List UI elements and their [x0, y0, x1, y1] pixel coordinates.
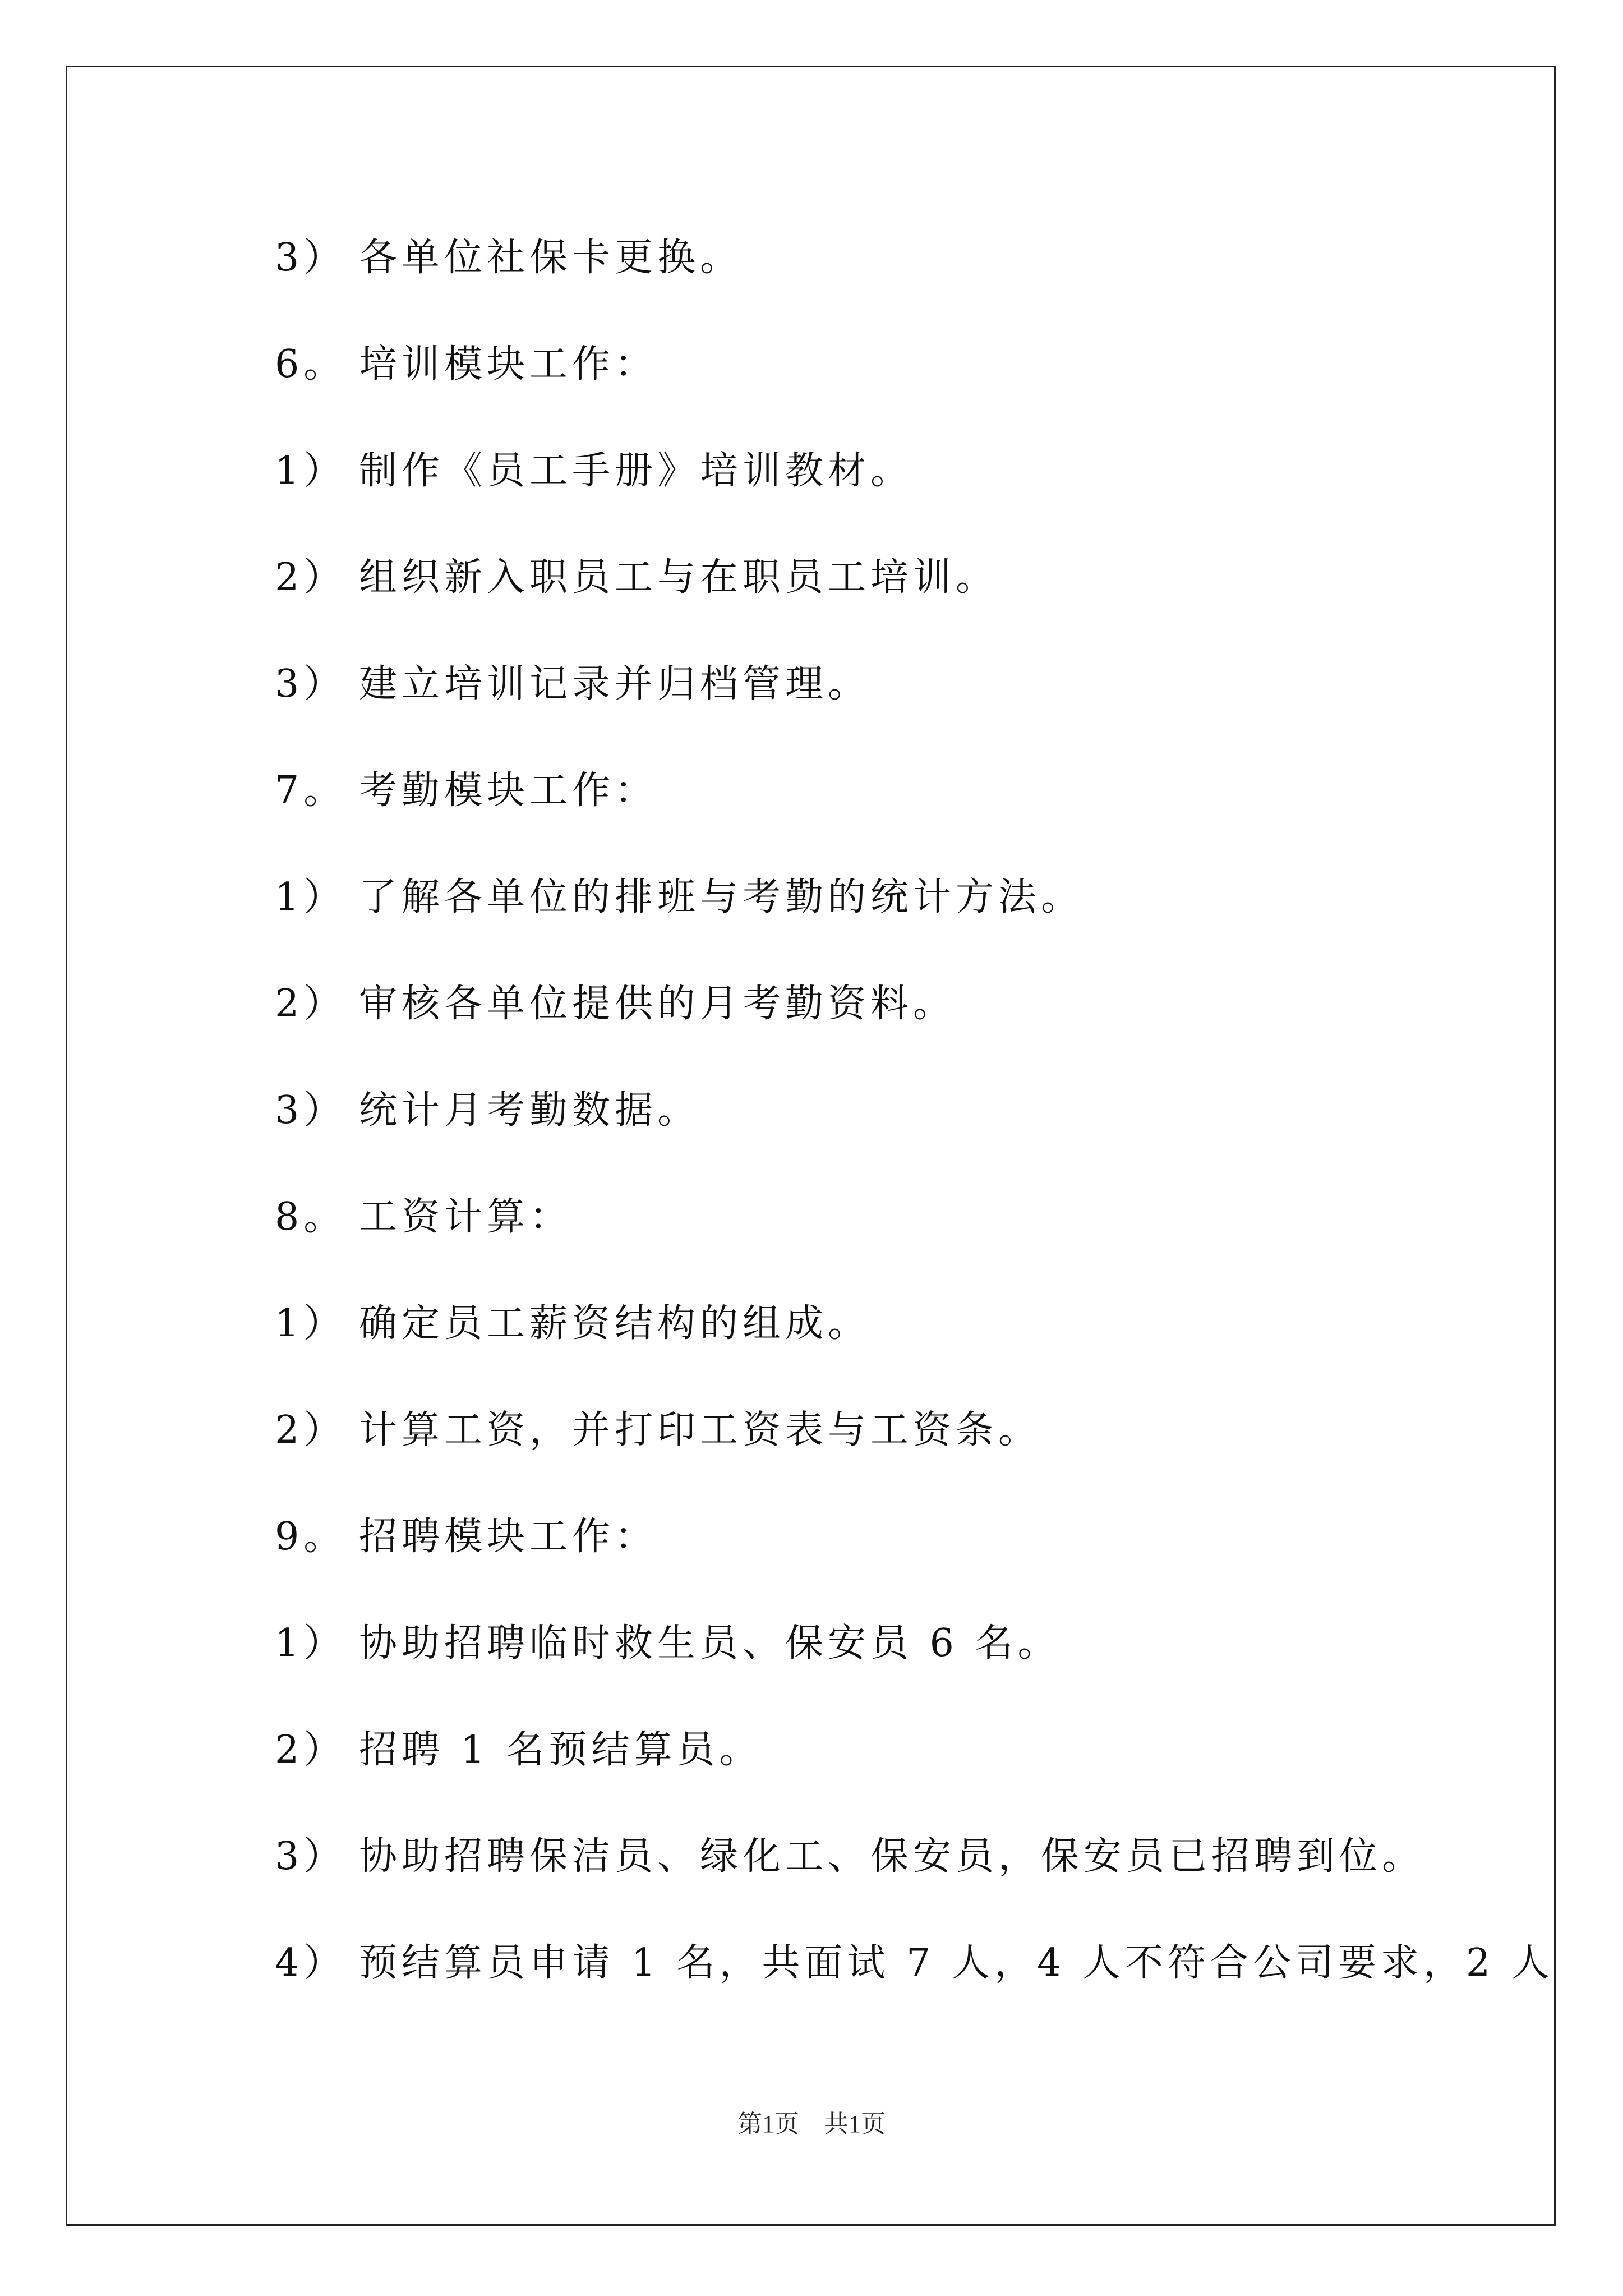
section-title: 培训模块工作： — [359, 342, 658, 386]
item-number: 3） — [275, 1834, 347, 1879]
section-number: 7。 — [275, 768, 347, 813]
item-number: 3） — [275, 1088, 347, 1133]
list-item — [275, 1289, 870, 1351]
item-text: 建立培训记录并归档管理。 — [359, 661, 871, 706]
list-item — [275, 863, 1083, 924]
list-item — [275, 543, 998, 605]
section-number: 8。 — [275, 1194, 347, 1239]
item-text: 预结算员申请 1 名，共面试 7 人，4 人不符合公司要求，2 人 — [359, 1940, 1554, 1985]
item-number: 4） — [275, 1940, 347, 1985]
item-text: 审核各单位提供的月考勤资料。 — [359, 981, 956, 1026]
section-title: 招聘模块工作： — [359, 1514, 658, 1559]
list-item — [275, 1715, 762, 1777]
item-number: 1） — [275, 1621, 347, 1665]
item-number: 2） — [275, 1727, 347, 1772]
item-text: 了解各单位的排班与考勤的统计方法。 — [359, 875, 1084, 919]
item-text: 计算工资，并打印工资表与工资条。 — [359, 1407, 1041, 1452]
item-text: 组织新入职员工与在职员工培训。 — [359, 555, 999, 600]
item-number: 1） — [275, 1301, 347, 1346]
item-number: 1） — [275, 875, 347, 919]
section-number: 9。 — [275, 1514, 347, 1559]
item-text: 确定员工薪资结构的组成。 — [359, 1301, 871, 1346]
list-item — [275, 1822, 1424, 1884]
item-number: 2） — [275, 1407, 347, 1452]
item-text: 招聘 1 名预结算员。 — [359, 1727, 762, 1772]
list-item — [275, 436, 913, 498]
section-title: 工资计算： — [359, 1194, 573, 1239]
item-number: 2） — [275, 981, 347, 1026]
list-item — [275, 223, 743, 285]
item-number: 2） — [275, 555, 347, 600]
item-number: 3） — [275, 235, 347, 280]
section-title: 考勤模块工作： — [359, 768, 658, 813]
list-item — [275, 1076, 700, 1138]
item-number: 3） — [275, 661, 347, 706]
section-heading — [275, 1182, 572, 1244]
item-text: 制作《员工手册》培训教材。 — [359, 448, 914, 493]
list-item — [275, 969, 956, 1031]
list-item — [275, 1609, 1061, 1671]
item-text: 协助招聘保洁员、绿化工、保安员，保安员已招聘到位。 — [359, 1834, 1425, 1879]
list-item — [275, 1929, 1554, 1990]
item-text: 各单位社保卡更换。 — [359, 235, 743, 280]
section-heading — [275, 756, 657, 818]
item-number: 1） — [275, 448, 347, 493]
section-heading — [275, 1502, 657, 1564]
section-heading — [275, 330, 657, 392]
list-item — [275, 1396, 1041, 1457]
page-footer: 第1页 共1页 — [737, 2110, 886, 2138]
section-number: 6。 — [275, 342, 347, 386]
item-text: 协助招聘临时救生员、保安员 6 名。 — [359, 1621, 1061, 1665]
item-text: 统计月考勤数据。 — [359, 1088, 700, 1133]
list-item — [275, 650, 870, 711]
